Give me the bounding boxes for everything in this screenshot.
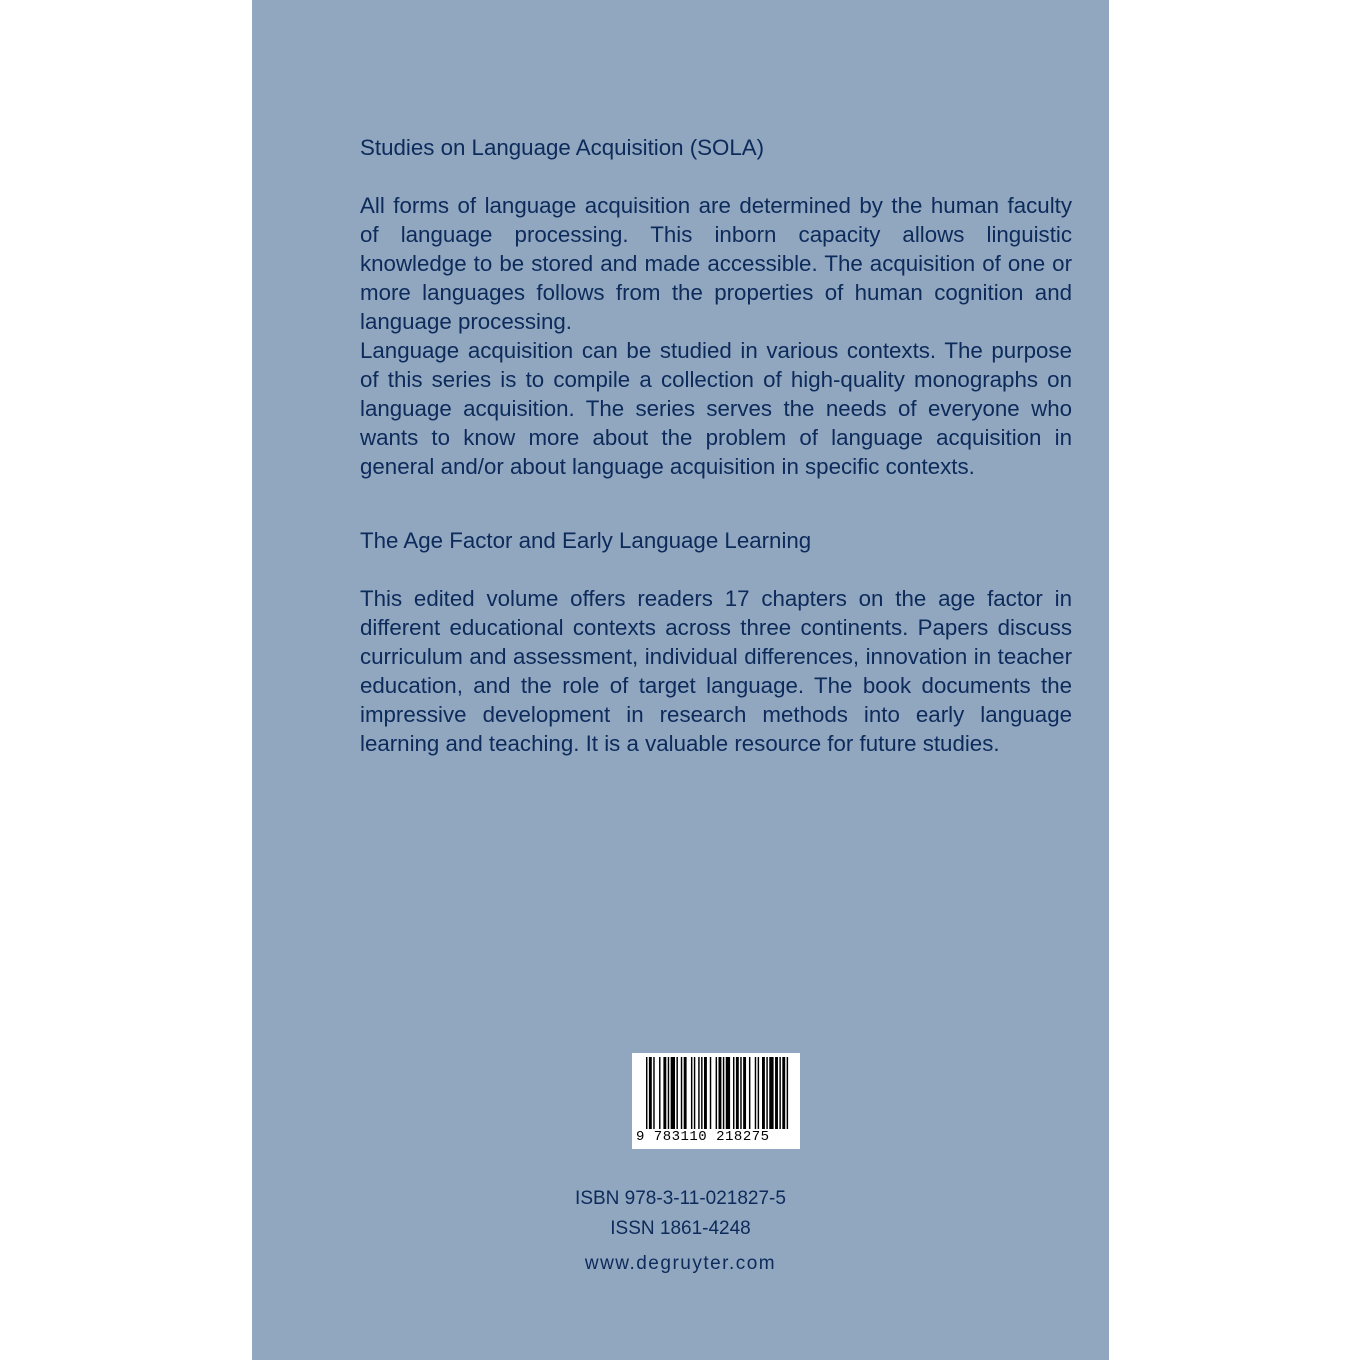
book-description <box>360 584 1072 758</box>
series-heading: Studies on Language Acquisition (SOLA) <box>360 135 765 160</box>
series-description <box>360 191 1072 481</box>
barcode-bar <box>733 1057 734 1129</box>
barcode-bar <box>779 1057 780 1129</box>
barcode-bar <box>710 1057 711 1129</box>
barcode-bar <box>698 1057 699 1129</box>
barcode-bar <box>671 1057 675 1129</box>
barcode-bar <box>716 1057 717 1129</box>
barcode-bar <box>653 1057 654 1129</box>
back-cover <box>252 0 1109 1360</box>
barcode-bar <box>701 1057 702 1129</box>
barcode-bar <box>782 1057 785 1129</box>
barcode-bar <box>743 1057 746 1129</box>
barcode-bar <box>646 1057 647 1129</box>
barcode-bar <box>749 1057 750 1129</box>
book-paragraph: This edited volume offers readers 17 chapters on the age factor in different educational contexts across three continents. Papers discuss curriculum and assessment, individual differences, innovation in teacher education, and the role of target language. The book documents the impressive development in research methods into early language learning and teaching. It is a valuable resource for future studies. <box>360 586 1072 756</box>
barcode-bar <box>766 1057 767 1129</box>
barcode-bar <box>736 1057 739 1129</box>
barcode-bar <box>723 1057 724 1129</box>
barcode-bar <box>684 1057 687 1129</box>
barcode-bar <box>787 1057 788 1129</box>
barcode-bar <box>719 1057 722 1129</box>
barcode-bar <box>663 1057 666 1129</box>
barcode-bar <box>704 1057 707 1129</box>
barcode-bars <box>632 1053 800 1133</box>
barcode-bar <box>762 1057 765 1129</box>
barcode-bar <box>649 1057 652 1129</box>
barcode-bar <box>758 1057 759 1129</box>
barcode-bar <box>726 1057 730 1129</box>
barcode-bar <box>668 1057 669 1129</box>
isbn-text: ISBN 978-3-11-021827-5 <box>575 1188 786 1209</box>
barcode-bar <box>681 1057 682 1129</box>
barcode-bar <box>694 1057 695 1129</box>
series-paragraph-1: All forms of language acquisition are determined by the human faculty of language processing. This inborn capacity allows linguistic knowledge to be stored and made accessible. The acquisition of one or more languages follows from the properties of human cognition and language processing. <box>360 193 1072 334</box>
series-paragraph-2: Language acquisition can be studied in various contexts. The purpose of this series is to compile a collection of high-quality monographs on language acquisition. The series serves the needs of everyone who wants to know more about the problem of language acquisition in general and/or about language acquisition in specific contexts. <box>360 338 1072 479</box>
barcode-bar <box>755 1057 756 1129</box>
barcode-bar <box>659 1057 660 1129</box>
barcode-digits: 9 783110 218275 <box>636 1129 770 1145</box>
barcode-bar <box>676 1057 677 1129</box>
barcode-bar <box>769 1057 773 1129</box>
barcode-bar <box>775 1057 778 1129</box>
issn-text: ISSN 1861-4248 <box>610 1218 751 1239</box>
publisher-website: www.degruyter.com <box>584 1253 777 1274</box>
barcode-bar <box>691 1057 692 1129</box>
book-title-heading: The Age Factor and Early Language Learning <box>360 528 812 553</box>
barcode-bar <box>740 1057 741 1129</box>
isbn-barcode <box>632 1053 800 1149</box>
